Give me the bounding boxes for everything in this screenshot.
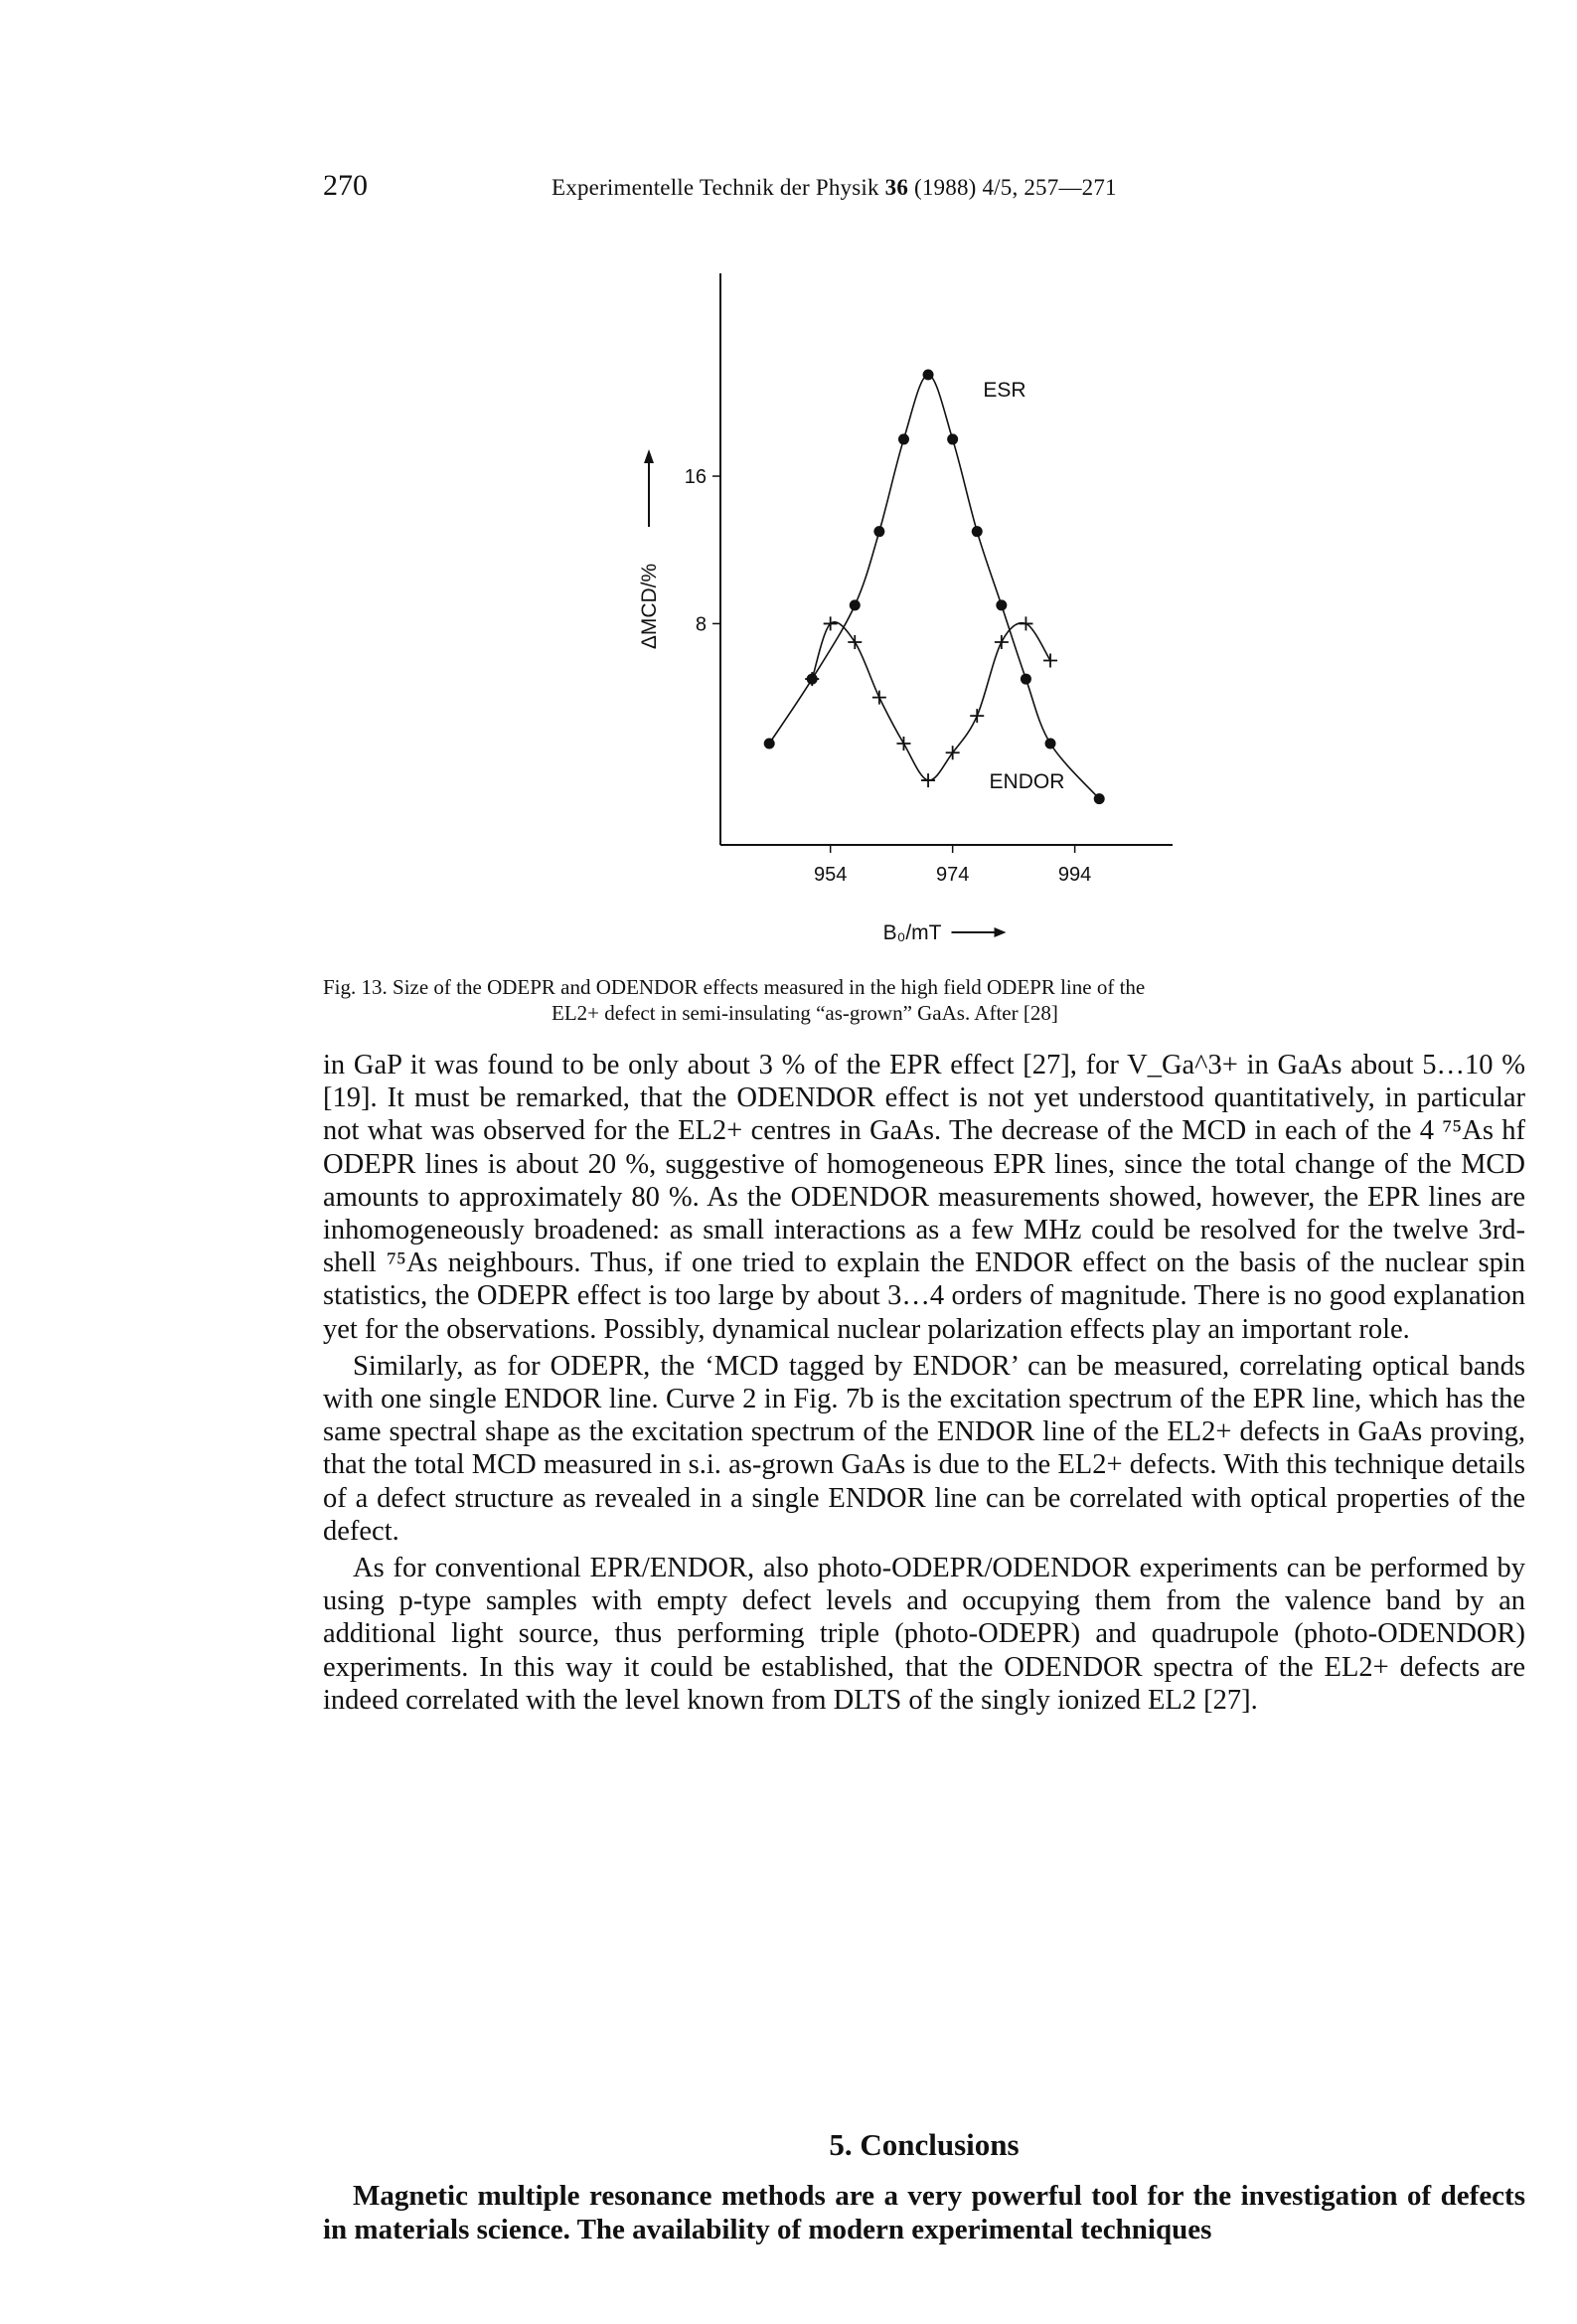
y-axis-arrowhead xyxy=(644,449,654,463)
data-point-esr xyxy=(996,599,1007,610)
caption-line1: Size of the ODEPR and ODENDOR effects measured in the high field ODEPR line of the xyxy=(393,975,1146,999)
y-tick-label-0: 8 xyxy=(695,613,707,636)
section-heading: 5. Conclusions xyxy=(829,2127,1020,2162)
x-tick-label-0: 954 xyxy=(813,864,848,886)
body-text xyxy=(323,1049,1525,1717)
data-point-esr xyxy=(923,370,934,381)
x-tick-label-1: 974 xyxy=(935,864,970,886)
x-axis-arrowhead xyxy=(995,927,1007,937)
data-point-esr xyxy=(898,433,909,444)
x-axis-label: B₀/mT xyxy=(882,921,942,944)
data-point-endor xyxy=(896,737,910,750)
series-label-endor: ENDOR xyxy=(989,770,1065,794)
data-point-esr xyxy=(873,526,884,537)
data-point-endor xyxy=(824,616,838,630)
y-tick-label-1: 16 xyxy=(684,466,707,489)
conclusions-paragraph: Magnetic multiple resonance methods are a very powerful tool for the investigation of defects in materials science. The availability of modern experimental techniques xyxy=(323,2180,1525,2245)
data-point-endor xyxy=(995,635,1009,649)
journal-volume: 36 xyxy=(884,175,909,200)
data-point-endor xyxy=(805,672,819,686)
caption-line2: EL2+ defect in semi-insulating “as-grown” GaAs. After [28] xyxy=(552,1001,1058,1025)
data-point-esr xyxy=(1021,674,1031,685)
caption-label: Fig. 13. xyxy=(323,975,388,999)
page-number: 270 xyxy=(323,169,368,202)
data-point-esr xyxy=(764,738,775,748)
running-title xyxy=(552,175,1117,201)
paragraph-3: As for conventional EPR/ENDOR, also photo-ODEPR/ODENDOR experiments can be performed by using p-type samples with empty defect levels and occupying them from the valence band by an additional light source, thus performing triple (photo-ODEPR) and quadrupole (photo-ODENDOR) experiments. In this way it could be established, that the ODENDOR spectra of the EL2+ defects are indeed correlated with the level known from DLTS of the singly ionized EL2 [27]. xyxy=(323,1553,1525,1716)
data-point-endor xyxy=(970,709,984,723)
journal-name: Experimentelle Technik der Physik xyxy=(552,175,879,200)
x-tick-label-2: 994 xyxy=(1057,864,1092,886)
figure-13-chart xyxy=(616,258,1252,1014)
paragraph-1: in GaP it was found to be only about 3 % of the EPR effect [27], for V_Ga^3+ in GaAs about 5…10 % [19]. It must be remarked, that the ODENDOR effect is not yet understood quantitatively, in particular not what was observed for the EL2+ centres in GaAs. The decrease of the MCD in each of the 4 ⁷⁵As hf ODEPR lines is about 20 %, suggestive of homogeneous EPR lines, since the total change of the MCD amounts to approximately 80 %. As the ODENDOR measurements showed, however, the EPR lines are inhomogeneously broadened: as small interactions as a few MHz could be resolved for the twelve 3rd-shell ⁷⁵As neighbours. Thus, if one tried to explain the ENDOR effect on the basis of the nuclear spin statistics, the ODEPR effect is too large by about 3…4 orders of magnitude. There is no good explanation yet for the observations. Possibly, dynamical nuclear polarization effects play an important role. xyxy=(323,1050,1525,1345)
page-header xyxy=(323,169,1277,209)
series-line-esr xyxy=(769,375,1099,799)
data-point-esr xyxy=(1094,793,1105,804)
data-point-endor xyxy=(946,746,960,759)
data-point-endor xyxy=(848,635,862,649)
data-point-esr xyxy=(850,599,861,610)
y-axis-label: ΔMCD/% xyxy=(638,563,661,650)
journal-issue: (1988) 4/5, 257—271 xyxy=(914,175,1117,200)
data-point-endor xyxy=(921,773,935,787)
data-point-esr xyxy=(1045,738,1056,748)
conclusions-text xyxy=(323,2179,1525,2246)
series-label-esr: ESR xyxy=(983,379,1026,403)
data-point-endor xyxy=(872,691,886,705)
data-point-endor xyxy=(1043,654,1057,668)
figure-caption xyxy=(323,974,1535,1026)
paragraph-2: Similarly, as for ODEPR, the ‘MCD tagged by ENDOR’ can be measured, correlating optical bands with one single ENDOR line. Curve 2 in Fig. 7b is the excitation spectrum of the EPR line, which has the same spectral shape as the excitation spectrum of the ENDOR line of the EL2+ defects in GaAs proving, that the total MCD measured in s.i. as-grown GaAs is due to the EL2+ defects. With this technique details of a defect structure as revealed in a single ENDOR line can be correlated with optical properties of the defect. xyxy=(323,1350,1525,1547)
data-point-esr xyxy=(972,526,983,537)
data-point-esr xyxy=(947,433,958,444)
